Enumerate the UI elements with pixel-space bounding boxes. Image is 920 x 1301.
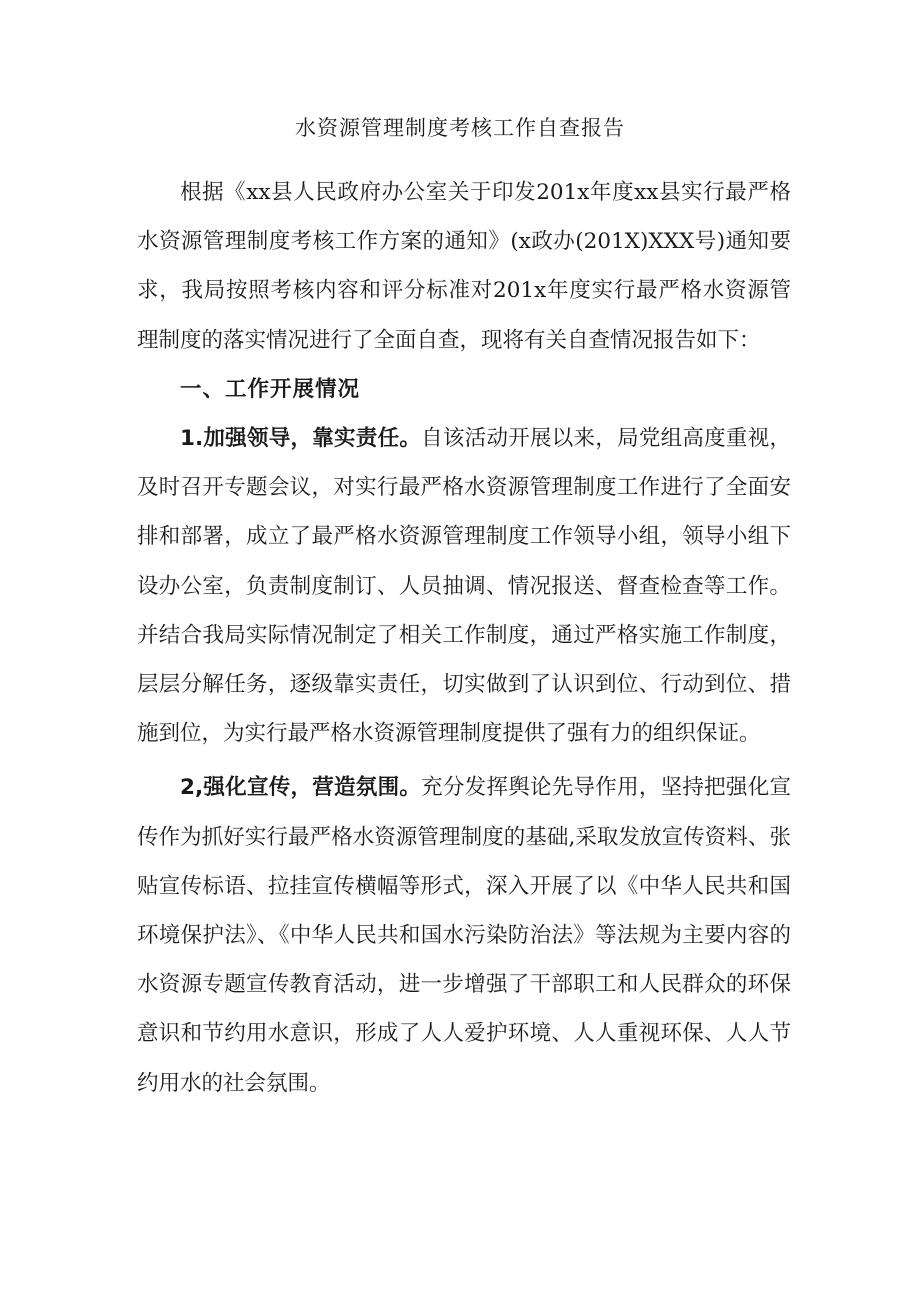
item-text-2: 充分发挥舆论先导作用，坚持把强化宣传作为抓好实行最严格水资源管理制度的基础,采取发放宣传资料、张贴宣传标语、拉挂宣传横幅等形式，深入开展了以《中华人民共和国环境保护法》、《中华人民共和国水污染防治法》等法规为主要内容的水资源专题宣传教育活动，进一步增强了干部职工和人民群众的环保意识和节约用水意识，形成了人人爱护环境、人人重视环保、人人节约用水的社会氛围。 [137,775,791,1096]
section-heading: 一、工作开展情况 [180,376,361,402]
item-paragraph-1 [137,414,791,758]
document-body [137,168,791,1108]
item-lead-1: 1.加强领导，靠实责任。 [180,426,422,452]
intro-paragraph: 根据《xx县人民政府办公室关于印发201x年度xx县实行最严格水资源管理制度考核工作方案的通知》(x政办(201X)XXX号)通知要求，我局按照考核内容和评分标准对201x年度实行最严格水资源管理制度的落实情况进行了全面自查，现将有关自查情况报告如下： [137,180,791,353]
item-paragraph-2 [137,763,791,1107]
item-lead-2: 2,强化宣传，营造氛围。 [180,775,422,801]
document-title: 水资源管理制度考核工作自查报告 [295,116,625,140]
item-text-1: 自该活动开展以来，局党组高度重视，及时召开专题会议，对实行最严格水资源管理制度工作进行了全面安排和部署，成立了最严格水资源管理制度工作领导小组，领导小组下设办公室，负责制度制订、人员抽调、情况报送、督查检查等工作。并结合我局实际情况制定了相关工作制度，通过严格实施工作制度，层层分解任务，逐级靠实责任，切实做到了认识到位、行动到位、措施到位，为实行最严格水资源管理制度提供了强有力的组织保证。 [137,426,791,747]
